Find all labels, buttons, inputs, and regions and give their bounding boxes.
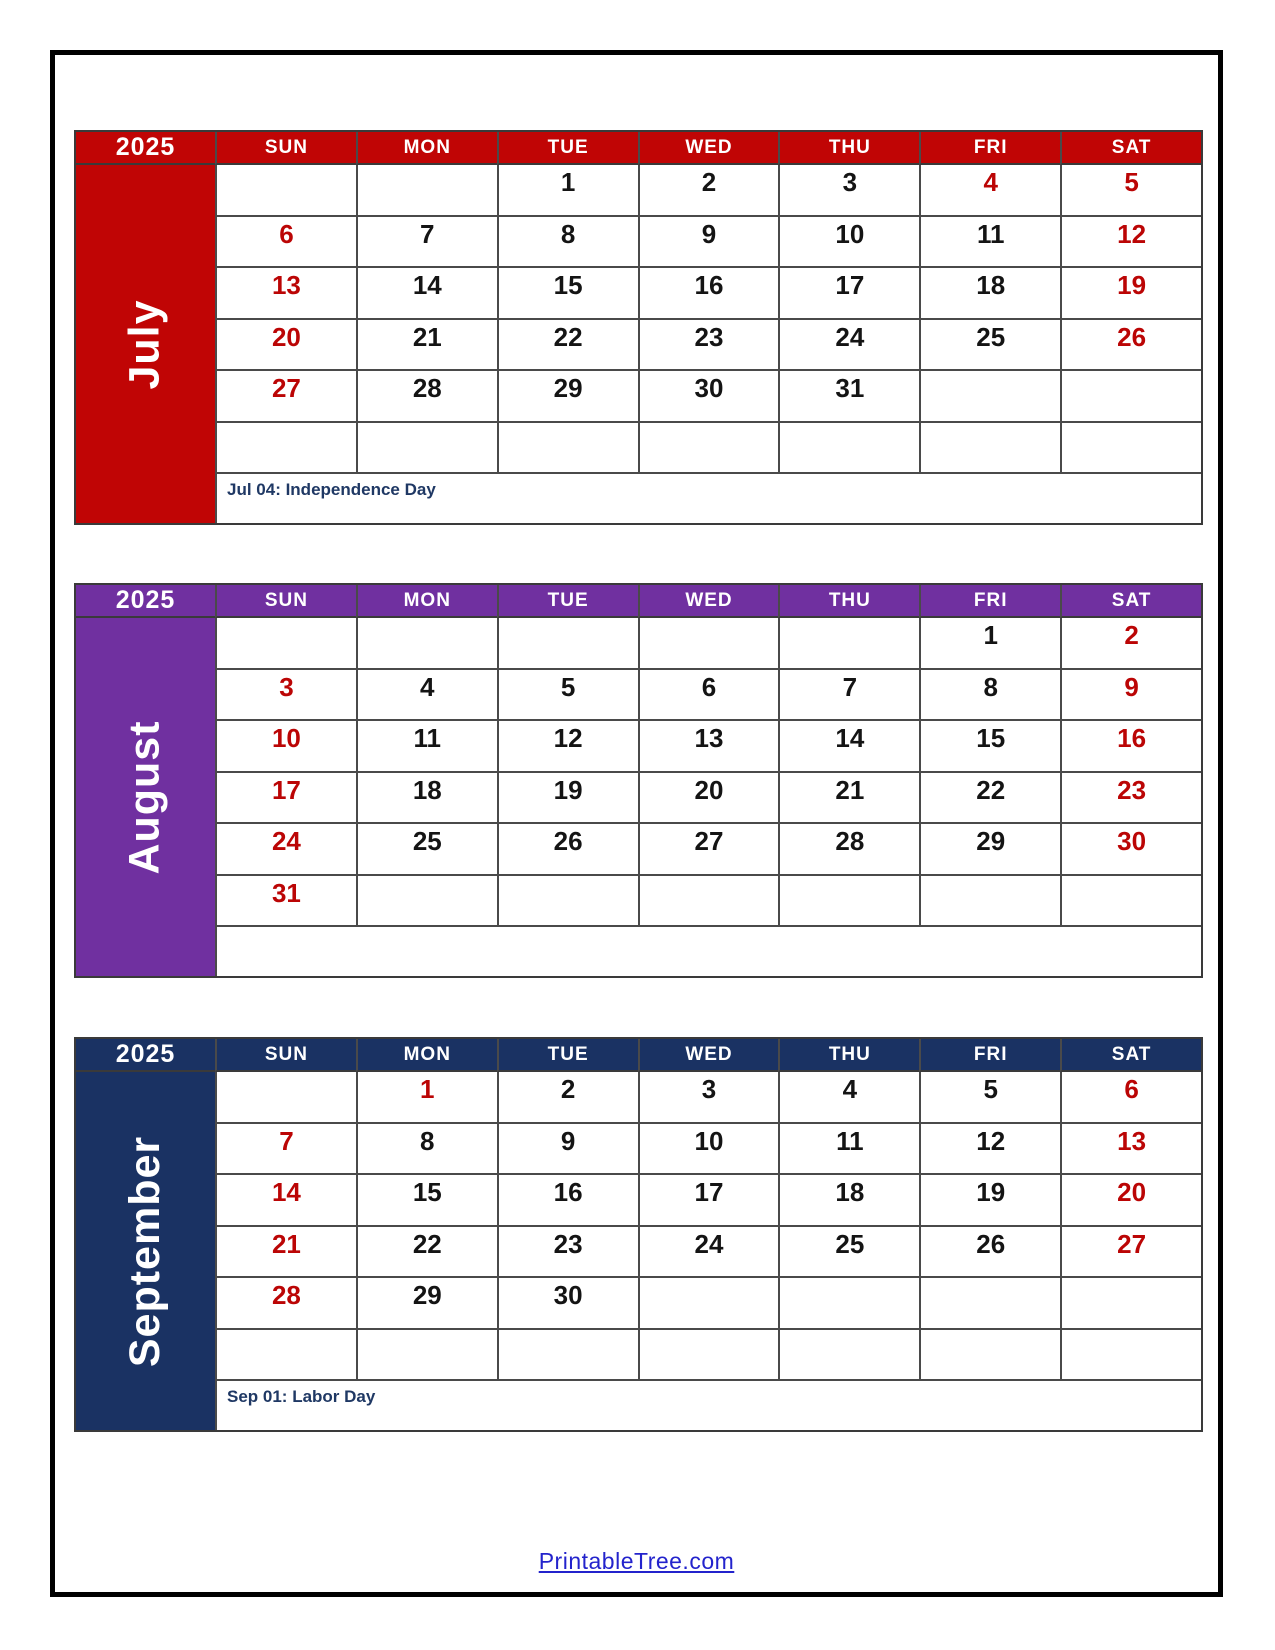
weekday-header-tue: TUE (497, 585, 638, 618)
day-cell-empty (919, 371, 1060, 423)
day-cell-september-28: 28 (215, 1278, 356, 1330)
month-name: August (121, 719, 169, 875)
day-cell-july-22: 22 (497, 320, 638, 372)
day-cell-september-3: 3 (638, 1072, 779, 1124)
day-cell-august-16: 16 (1060, 721, 1201, 773)
month-band-july (76, 165, 215, 523)
day-cell-september-20: 20 (1060, 1175, 1201, 1227)
day-cell-september-10: 10 (638, 1124, 779, 1176)
day-cell-empty (919, 876, 1060, 928)
day-cell-empty (497, 876, 638, 928)
day-cell-september-23: 23 (497, 1227, 638, 1279)
day-cell-july-27: 27 (215, 371, 356, 423)
weekday-header-sun: SUN (215, 585, 356, 618)
weekday-header-wed: WED (638, 1039, 779, 1072)
day-cell-august-30: 30 (1060, 824, 1201, 876)
day-cell-september-15: 15 (356, 1175, 497, 1227)
calendar-august (74, 583, 1203, 978)
day-cell-july-31: 31 (778, 371, 919, 423)
day-cell-august-1: 1 (919, 618, 1060, 670)
weekday-header-fri: FRI (919, 1039, 1060, 1072)
day-cell-empty (497, 423, 638, 475)
weekday-header-fri: FRI (919, 585, 1060, 618)
day-cell-july-28: 28 (356, 371, 497, 423)
day-cell-august-4: 4 (356, 670, 497, 722)
day-cell-september-17: 17 (638, 1175, 779, 1227)
day-cell-august-10: 10 (215, 721, 356, 773)
day-cell-september-18: 18 (778, 1175, 919, 1227)
day-cell-august-23: 23 (1060, 773, 1201, 825)
day-cell-september-8: 8 (356, 1124, 497, 1176)
month-band-august (76, 618, 215, 976)
day-cell-august-27: 27 (638, 824, 779, 876)
day-cell-september-6: 6 (1060, 1072, 1201, 1124)
weekday-header-tue: TUE (497, 132, 638, 165)
day-cell-september-13: 13 (1060, 1124, 1201, 1176)
day-cell-august-19: 19 (497, 773, 638, 825)
day-cell-september-12: 12 (919, 1124, 1060, 1176)
day-cell-september-27: 27 (1060, 1227, 1201, 1279)
day-cell-august-12: 12 (497, 721, 638, 773)
day-cell-september-4: 4 (778, 1072, 919, 1124)
day-cell-empty (919, 423, 1060, 475)
day-cell-september-29: 29 (356, 1278, 497, 1330)
day-cell-july-21: 21 (356, 320, 497, 372)
weekday-header-tue: TUE (497, 1039, 638, 1072)
day-cell-august-11: 11 (356, 721, 497, 773)
day-cell-july-1: 1 (497, 165, 638, 217)
day-cell-july-15: 15 (497, 268, 638, 320)
day-cell-august-9: 9 (1060, 670, 1201, 722)
day-cell-empty (497, 1330, 638, 1382)
day-cell-empty (1060, 423, 1201, 475)
day-cell-august-21: 21 (778, 773, 919, 825)
day-cell-july-18: 18 (919, 268, 1060, 320)
day-cell-july-6: 6 (215, 217, 356, 269)
day-cell-august-18: 18 (356, 773, 497, 825)
day-cell-empty (356, 165, 497, 217)
day-cell-august-28: 28 (778, 824, 919, 876)
weekday-header-thu: THU (778, 585, 919, 618)
year-label: 2025 (76, 585, 215, 618)
day-cell-empty (215, 165, 356, 217)
weekday-header-fri: FRI (919, 132, 1060, 165)
day-cell-empty (778, 618, 919, 670)
day-cell-empty (497, 618, 638, 670)
day-cell-empty (778, 423, 919, 475)
day-cell-july-24: 24 (778, 320, 919, 372)
month-name: September (121, 1135, 169, 1367)
day-cell-empty (919, 1278, 1060, 1330)
weekday-header-wed: WED (638, 585, 779, 618)
day-cell-july-5: 5 (1060, 165, 1201, 217)
day-cell-empty (638, 423, 779, 475)
day-cell-august-24: 24 (215, 824, 356, 876)
day-cell-empty (356, 618, 497, 670)
day-cell-july-12: 12 (1060, 217, 1201, 269)
day-cell-empty (215, 423, 356, 475)
day-cell-july-30: 30 (638, 371, 779, 423)
day-cell-september-2: 2 (497, 1072, 638, 1124)
day-cell-august-29: 29 (919, 824, 1060, 876)
weekday-header-mon: MON (356, 585, 497, 618)
day-cell-empty (215, 1330, 356, 1382)
month-band-september (76, 1072, 215, 1430)
day-cell-august-6: 6 (638, 670, 779, 722)
weekday-header-thu: THU (778, 132, 919, 165)
day-cell-empty (1060, 876, 1201, 928)
day-cell-july-7: 7 (356, 217, 497, 269)
day-cell-september-5: 5 (919, 1072, 1060, 1124)
day-cell-july-14: 14 (356, 268, 497, 320)
day-cell-august-7: 7 (778, 670, 919, 722)
day-cell-empty (1060, 371, 1201, 423)
day-cell-empty (356, 1330, 497, 1382)
day-cell-july-29: 29 (497, 371, 638, 423)
day-cell-august-26: 26 (497, 824, 638, 876)
day-cell-september-26: 26 (919, 1227, 1060, 1279)
holiday-note-july: Jul 04: Independence Day (215, 474, 1201, 523)
day-cell-empty (638, 618, 779, 670)
year-label: 2025 (76, 1039, 215, 1072)
day-cell-september-11: 11 (778, 1124, 919, 1176)
day-cell-july-11: 11 (919, 217, 1060, 269)
month-name: July (120, 298, 169, 390)
weekday-header-sun: SUN (215, 132, 356, 165)
day-cell-september-16: 16 (497, 1175, 638, 1227)
day-cell-empty (638, 876, 779, 928)
day-cell-september-21: 21 (215, 1227, 356, 1279)
day-cell-july-17: 17 (778, 268, 919, 320)
footer (50, 1548, 1223, 1575)
day-cell-july-10: 10 (778, 217, 919, 269)
day-cell-empty (919, 1330, 1060, 1382)
weekday-header-mon: MON (356, 132, 497, 165)
day-cell-empty (638, 1278, 779, 1330)
weekday-header-thu: THU (778, 1039, 919, 1072)
day-cell-august-13: 13 (638, 721, 779, 773)
day-cell-empty (778, 1330, 919, 1382)
day-cell-empty (356, 876, 497, 928)
day-cell-empty (215, 1072, 356, 1124)
day-cell-empty (215, 618, 356, 670)
day-cell-september-30: 30 (497, 1278, 638, 1330)
day-cell-september-14: 14 (215, 1175, 356, 1227)
day-cell-empty (778, 1278, 919, 1330)
holiday-note-august (215, 927, 1201, 976)
day-cell-september-24: 24 (638, 1227, 779, 1279)
footer-link[interactable]: PrintableTree.com (538, 1548, 735, 1574)
day-cell-august-31: 31 (215, 876, 356, 928)
day-cell-august-5: 5 (497, 670, 638, 722)
day-cell-july-3: 3 (778, 165, 919, 217)
day-cell-august-25: 25 (356, 824, 497, 876)
day-cell-september-25: 25 (778, 1227, 919, 1279)
day-cell-july-19: 19 (1060, 268, 1201, 320)
day-cell-july-13: 13 (215, 268, 356, 320)
day-cell-july-4: 4 (919, 165, 1060, 217)
weekday-header-wed: WED (638, 132, 779, 165)
calendar-september (74, 1037, 1203, 1432)
day-cell-empty (638, 1330, 779, 1382)
day-cell-august-3: 3 (215, 670, 356, 722)
day-cell-august-8: 8 (919, 670, 1060, 722)
day-cell-july-16: 16 (638, 268, 779, 320)
weekday-header-sat: SAT (1060, 132, 1201, 165)
day-cell-september-22: 22 (356, 1227, 497, 1279)
day-cell-empty (1060, 1330, 1201, 1382)
weekday-header-mon: MON (356, 1039, 497, 1072)
day-cell-july-25: 25 (919, 320, 1060, 372)
holiday-note-september: Sep 01: Labor Day (215, 1381, 1201, 1430)
day-cell-july-9: 9 (638, 217, 779, 269)
day-cell-empty (1060, 1278, 1201, 1330)
calendar-july (74, 130, 1203, 525)
day-cell-july-8: 8 (497, 217, 638, 269)
day-cell-july-20: 20 (215, 320, 356, 372)
day-cell-september-1: 1 (356, 1072, 497, 1124)
day-cell-august-15: 15 (919, 721, 1060, 773)
day-cell-july-26: 26 (1060, 320, 1201, 372)
day-cell-august-20: 20 (638, 773, 779, 825)
day-cell-empty (356, 423, 497, 475)
day-cell-july-23: 23 (638, 320, 779, 372)
day-cell-empty (778, 876, 919, 928)
day-cell-september-7: 7 (215, 1124, 356, 1176)
day-cell-september-19: 19 (919, 1175, 1060, 1227)
day-cell-august-2: 2 (1060, 618, 1201, 670)
weekday-header-sat: SAT (1060, 1039, 1201, 1072)
day-cell-august-17: 17 (215, 773, 356, 825)
day-cell-september-9: 9 (497, 1124, 638, 1176)
year-label: 2025 (76, 132, 215, 165)
day-cell-july-2: 2 (638, 165, 779, 217)
day-cell-august-14: 14 (778, 721, 919, 773)
day-cell-august-22: 22 (919, 773, 1060, 825)
weekday-header-sun: SUN (215, 1039, 356, 1072)
weekday-header-sat: SAT (1060, 585, 1201, 618)
